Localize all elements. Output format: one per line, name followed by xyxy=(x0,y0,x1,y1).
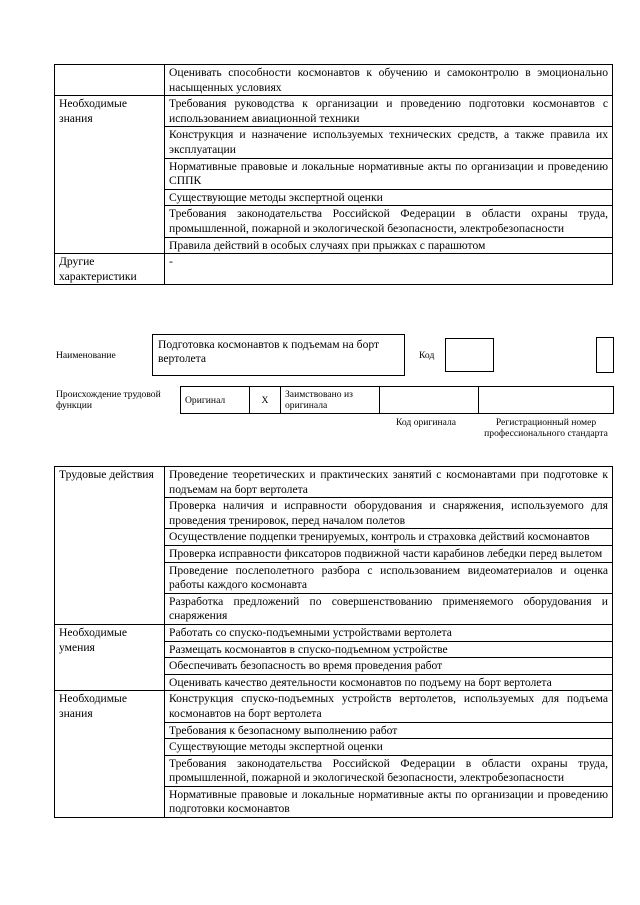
table-cell: Существующие методы экспертной оценки xyxy=(165,189,613,206)
table-cell: Правила действий в особых случаях при прыжках с парашютом xyxy=(165,237,613,254)
function-name-field: Подготовка космонавтов к подъемам на борт вертолета xyxy=(152,334,405,376)
table-cell: Проведение теоретических и практических занятий с космонавтами при подготовке к подъемам на борт вертолета xyxy=(165,467,613,498)
row-label: Другие характеристики xyxy=(55,254,165,285)
origin-table xyxy=(180,386,614,414)
table-cell: Требования законодательства Российской Федерации в области охраны труда, промышленной, пожарной и экологической безопасности, электробезопасности xyxy=(165,206,613,237)
table-row xyxy=(55,65,613,96)
function-code-field xyxy=(445,338,494,372)
original-code-cell xyxy=(380,387,479,414)
row-label: Необходимые знания xyxy=(55,691,165,818)
table-cell: Оценивать качество деятельности космонавтов по подъему на борт вертолета xyxy=(165,674,613,691)
row-label xyxy=(55,65,165,96)
table-row xyxy=(55,624,613,641)
table-cell: Существующие методы экспертной оценки xyxy=(165,739,613,756)
table-cell: Проведение послеполетного разбора с использованием видеоматериалов и оценка работы каждого космонавта xyxy=(165,562,613,593)
table-cell: Нормативные правовые и локальные нормативные акты по организации и проведению СППК xyxy=(165,158,613,189)
table-cell: Осуществление подцепки тренируемых, контроль и страховка действий космонавтов xyxy=(165,529,613,546)
table-cell: Обеспечивать безопасность во время проведения работ xyxy=(165,658,613,675)
work-function-table xyxy=(54,466,613,818)
borrowed-label: Заимствовано из оригинала xyxy=(281,387,380,414)
table-cell: Проверка исправности фиксаторов подвижной части карабинов лебедки перед вылетом xyxy=(165,545,613,562)
table-row xyxy=(55,96,613,127)
original-mark: X xyxy=(250,387,281,414)
qualification-level-field xyxy=(596,337,614,373)
origin-label: Происхождение трудовой функции xyxy=(56,389,161,411)
row-label: Необходимые умения xyxy=(55,624,165,690)
table-cell: Проверка наличия и исправности оборудования и снаряжения, используемого для проведения тренировок, перед началом полетов xyxy=(165,498,613,529)
table-cell: Размещать космонавтов в спуско-подъемном устройстве xyxy=(165,641,613,658)
table-cell: Конструкция спуско-подъемных устройств вертолетов, используемых для подъема космонавтов на борт вертолета xyxy=(165,691,613,722)
requirements-table-continued xyxy=(54,64,613,285)
table-cell: Оценивать способности космонавтов к обучению и самоконтролю в эмоционально насыщенных условиях xyxy=(165,65,613,96)
registration-number-cell xyxy=(479,387,614,414)
table-row xyxy=(55,467,613,498)
code-label: Код xyxy=(419,350,435,361)
table-cell: Нормативные правовые и локальные нормативные акты по организации и проведению подготовки космонавтов xyxy=(165,786,613,817)
registration-number-caption: Регистрационный номер профессионального стандарта xyxy=(484,417,608,439)
table-cell: Требования руководства к организации и проведению подготовки космонавтов с использованием авиационной техники xyxy=(165,96,613,127)
original-code-caption: Код оригинала xyxy=(395,417,457,428)
table-row xyxy=(55,691,613,722)
name-label: Наименование xyxy=(56,350,116,361)
table-cell: Работать со спуско-подъемными устройствами вертолета xyxy=(165,624,613,641)
row-label: Необходимые знания xyxy=(55,96,165,254)
table-cell: Требования к безопасному выполнению работ xyxy=(165,722,613,739)
table-row xyxy=(181,387,614,414)
table-cell: Конструкция и назначение используемых технических средств, а также правила их эксплуатации xyxy=(165,127,613,158)
table-cell: Требования законодательства Российской Федерации в области охраны труда, промышленной, пожарной и экологической безопасности, электробезопасности xyxy=(165,755,613,786)
table-cell: - xyxy=(165,254,613,285)
row-label: Трудовые действия xyxy=(55,467,165,625)
table-cell: Разработка предложений по совершенствованию применяемого оборудования и снаряжения xyxy=(165,593,613,624)
table-row xyxy=(55,254,613,285)
original-label: Оригинал xyxy=(181,387,250,414)
